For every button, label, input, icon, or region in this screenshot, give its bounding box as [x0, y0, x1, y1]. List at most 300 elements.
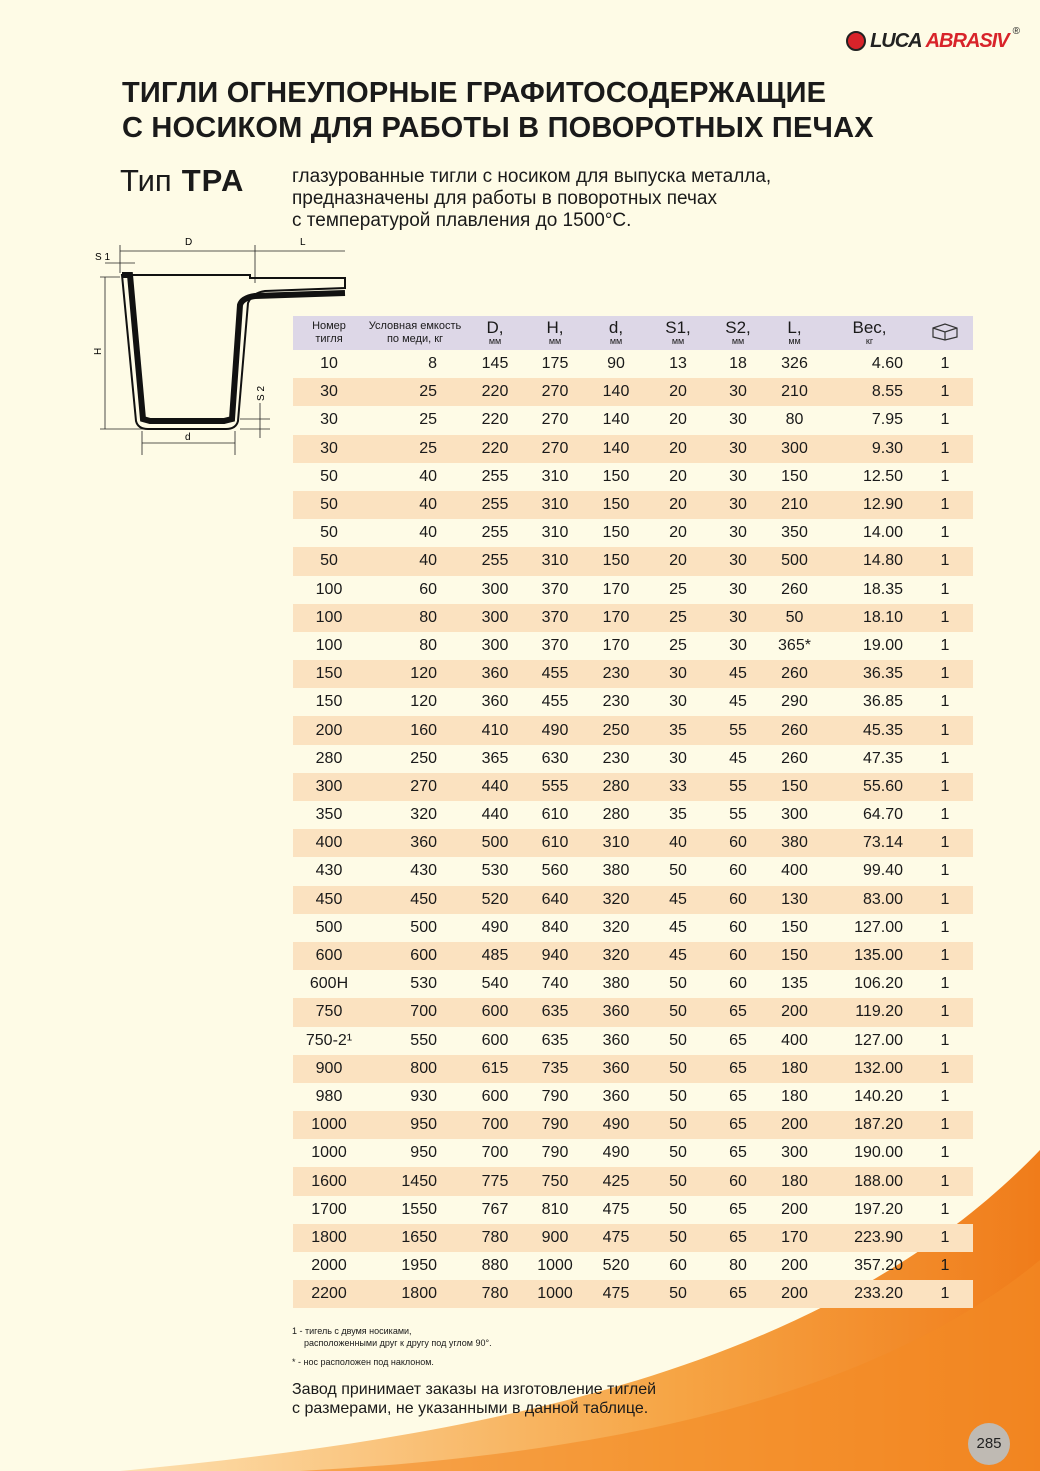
table-cell: 310: [525, 547, 585, 575]
table-cell: 365*: [778, 636, 811, 654]
table-cell: 150: [781, 467, 808, 485]
table-row: [293, 576, 973, 604]
table-cell: 200: [781, 1200, 808, 1218]
table-cell: 50: [293, 547, 365, 575]
table-cell: 170: [767, 1224, 822, 1252]
table-cell: 130: [767, 886, 822, 914]
table-cell: 1: [940, 411, 950, 429]
table-row: [293, 1055, 973, 1083]
table-cell: 200: [767, 1280, 822, 1308]
table-cell: 30: [669, 749, 687, 767]
table-cell: 50: [669, 1031, 687, 1049]
col-header-capacity: Условная емкость по меди, кг: [365, 316, 465, 350]
table-cell: 4.60: [871, 355, 903, 373]
table-cell: 50: [647, 1224, 709, 1252]
table-cell: 80: [419, 636, 437, 654]
table-cell: 50: [320, 524, 338, 542]
table-cell: 520: [465, 886, 525, 914]
table-cell: 450: [293, 886, 365, 914]
table-cell: 600: [481, 1031, 509, 1049]
type-label: [120, 163, 244, 199]
table-cell: 255: [465, 491, 525, 519]
table-cell: 150: [767, 773, 822, 801]
table-cell: 50: [647, 998, 709, 1026]
table-cell: 150: [767, 942, 822, 970]
table-cell: 65: [709, 1055, 767, 1083]
table-cell: 320: [602, 918, 630, 936]
table-cell: 790: [541, 1087, 569, 1105]
table-cell: 106.20: [854, 975, 903, 993]
description: [292, 166, 771, 232]
table-cell: 13: [669, 355, 687, 373]
table-row: [293, 1083, 973, 1111]
table-cell: 300: [481, 580, 509, 598]
table-row: [293, 914, 973, 942]
table-cell: 640: [525, 886, 585, 914]
table-cell: 100: [315, 580, 343, 598]
drawing-label-s1: S 1: [95, 252, 111, 263]
table-cell: 8.55: [822, 378, 917, 406]
col-header-d-outer: D, мм: [465, 316, 525, 350]
table-cell: 170: [585, 604, 647, 632]
table-cell: 600: [293, 942, 365, 970]
table-cell: 40: [419, 524, 437, 542]
table-cell: 540: [481, 975, 509, 993]
table-cell: 2200: [293, 1280, 365, 1308]
table-cell: 260: [767, 660, 822, 688]
table-cell: 60: [709, 1167, 767, 1195]
table-cell: 1: [917, 1280, 973, 1308]
table-cell: 60: [709, 886, 767, 914]
table-cell: 65: [729, 1200, 747, 1218]
table-cell: 350: [781, 524, 808, 542]
table-cell: 400: [781, 862, 808, 880]
type-code: TPA: [181, 163, 245, 198]
table-cell: 1: [940, 749, 950, 767]
table-row: [293, 350, 973, 378]
table-cell: 90: [607, 355, 625, 373]
table-cell: 18.10: [822, 604, 917, 632]
table-cell: 840: [541, 918, 569, 936]
table-cell: 1: [940, 524, 950, 542]
table-cell: 20: [669, 411, 687, 429]
table-cell: 310: [525, 491, 585, 519]
table-cell: 145: [481, 355, 509, 373]
type-prefix: Тип: [120, 163, 172, 198]
table-cell: 260: [767, 716, 822, 744]
table-cell: 1950: [401, 1257, 437, 1275]
table-cell: 40: [365, 547, 465, 575]
table-row: [293, 491, 973, 519]
table-cell: 930: [410, 1087, 437, 1105]
factory-note: [292, 1380, 656, 1418]
table-row: [293, 1027, 973, 1055]
table-cell: 370: [541, 636, 569, 654]
col-header-package: [917, 316, 973, 350]
table-cell: 430: [410, 862, 437, 880]
table-cell: 300: [293, 773, 365, 801]
table-cell: 150: [602, 467, 630, 485]
table-cell: 790: [525, 1111, 585, 1139]
table-cell: 119.20: [822, 998, 917, 1026]
table-cell: 50: [669, 1200, 687, 1218]
table-cell: 400: [293, 829, 365, 857]
table-cell: 30: [729, 580, 747, 598]
table-cell: 610: [541, 806, 569, 824]
table-cell: 280: [585, 773, 647, 801]
table-cell: 150: [781, 918, 808, 936]
table-cell: 520: [602, 1257, 630, 1275]
table-row: [293, 716, 973, 744]
col-header-d-inner: d, мм: [585, 316, 647, 350]
table-cell: 230: [602, 693, 630, 711]
table-cell: 50: [293, 491, 365, 519]
table-cell: 475: [602, 1200, 630, 1218]
drawing-label-s2: S 2: [256, 385, 267, 401]
table-cell: 880: [481, 1257, 509, 1275]
table-cell: 200: [293, 716, 365, 744]
table-cell: 1: [940, 975, 950, 993]
table-cell: 19.00: [862, 636, 903, 654]
table-cell: 300: [781, 806, 808, 824]
table-cell: 740: [541, 975, 569, 993]
table-row: [293, 406, 973, 434]
table-row: [293, 970, 973, 998]
drawing-label-l: L: [300, 237, 306, 248]
table-cell: 790: [541, 1144, 569, 1162]
table-cell: 1: [940, 1200, 950, 1218]
table-cell: 700: [481, 1144, 509, 1162]
table-cell: 1: [917, 773, 973, 801]
table-cell: 1: [940, 636, 950, 654]
table-cell: 50: [767, 604, 822, 632]
table-cell: 940: [525, 942, 585, 970]
table-cell: 615: [465, 1055, 525, 1083]
table-cell: 25: [669, 580, 687, 598]
table-row: [293, 604, 973, 632]
table-cell: 1: [940, 693, 950, 711]
table-cell: 370: [525, 604, 585, 632]
table-cell: 30: [320, 411, 338, 429]
table-cell: 780: [465, 1280, 525, 1308]
drawing-label-d-top: D: [185, 237, 193, 248]
table-cell: 1: [917, 1111, 973, 1139]
table-cell: 255: [465, 547, 525, 575]
table-cell: 500: [410, 918, 437, 936]
table-cell: 1: [917, 886, 973, 914]
table-cell: 35: [647, 716, 709, 744]
table-cell: 810: [541, 1200, 569, 1218]
factory-line: с размерами, не указанными в данной таблице.: [292, 1400, 649, 1417]
table-cell: 60: [669, 1257, 687, 1275]
table-cell: 220: [465, 435, 525, 463]
table-cell: 30: [709, 547, 767, 575]
table-cell: 100: [315, 636, 343, 654]
table-cell: 65: [729, 1087, 747, 1105]
table-cell: 600: [365, 942, 465, 970]
col-header-s1: S1, мм: [647, 316, 709, 350]
table-cell: 140: [602, 411, 630, 429]
table-cell: 150: [602, 524, 630, 542]
table-cell: 64.70: [862, 806, 903, 824]
table-cell: 20: [647, 547, 709, 575]
table-cell: 750-2¹: [305, 1031, 353, 1049]
table-cell: 380: [602, 862, 630, 880]
table-cell: 1650: [365, 1224, 465, 1252]
table-cell: 310: [541, 467, 569, 485]
table-cell: 30: [729, 411, 747, 429]
table-cell: 80: [785, 411, 804, 429]
table-cell: 270: [525, 435, 585, 463]
table-cell: 50: [647, 1167, 709, 1195]
table-cell: 30: [293, 378, 365, 406]
footnote-star: * - нос расположен под наклоном.: [292, 1357, 434, 1367]
table-cell: 47.35: [862, 749, 903, 767]
logo-registered: ®: [1012, 26, 1020, 37]
table-cell: 30: [729, 524, 747, 542]
table-cell: 410: [465, 716, 525, 744]
table-row: [293, 773, 973, 801]
logo-ball-icon: [846, 31, 866, 51]
table-cell: 35: [669, 806, 687, 824]
table-cell: 230: [602, 749, 630, 767]
table-cell: 490: [602, 1144, 630, 1162]
table-cell: 360: [465, 660, 525, 688]
table-cell: 1800: [365, 1280, 465, 1308]
crucible-drawing: [90, 233, 306, 458]
table-cell: 170: [602, 636, 630, 654]
table-cell: 320: [585, 886, 647, 914]
table-cell: 7.95: [871, 411, 903, 429]
table-cell: 140: [585, 378, 647, 406]
table-cell: 18: [729, 355, 747, 373]
table-cell: 357.20: [854, 1257, 903, 1275]
table-cell: 18.35: [862, 580, 903, 598]
table-cell: 560: [541, 862, 569, 880]
table-cell: 120: [365, 660, 465, 688]
table-cell: 40: [419, 467, 437, 485]
table-cell: 1: [940, 355, 950, 373]
table-cell: 475: [585, 1280, 647, 1308]
table-cell: 270: [525, 378, 585, 406]
table-cell: 490: [525, 716, 585, 744]
table-cell: 30: [709, 604, 767, 632]
table-cell: 1: [940, 806, 950, 824]
table-cell: 1: [917, 716, 973, 744]
table-cell: 127.00: [854, 1031, 903, 1049]
table-cell: 1: [917, 1224, 973, 1252]
table-cell: 30: [709, 491, 767, 519]
table-cell: 350: [315, 806, 343, 824]
table-row: [293, 378, 973, 406]
table-cell: 20: [669, 467, 687, 485]
table-cell: 175: [541, 355, 569, 373]
table-cell: 190.00: [854, 1144, 903, 1162]
table-cell: 30: [669, 693, 687, 711]
table-cell: 800: [365, 1055, 465, 1083]
table-cell: 135: [781, 975, 808, 993]
table-cell: 980: [315, 1087, 343, 1105]
table-cell: 55.60: [822, 773, 917, 801]
table-cell: 700: [365, 998, 465, 1026]
table-row: [293, 1111, 973, 1139]
table-cell: 1: [940, 1087, 950, 1105]
table-cell: 210: [767, 378, 822, 406]
table-cell: 30: [293, 435, 365, 463]
table-cell: 1: [940, 1257, 950, 1275]
table-cell: 99.40: [862, 862, 903, 880]
table-cell: 310: [541, 524, 569, 542]
col-header-l: L, мм: [767, 316, 822, 350]
table-cell: 150: [585, 491, 647, 519]
table-row: [293, 1196, 973, 1224]
table-row: [293, 745, 973, 773]
table-cell: 45: [729, 693, 747, 711]
table-cell: 1: [917, 998, 973, 1026]
table-cell: 50: [669, 1144, 687, 1162]
table-cell: 65: [729, 1144, 747, 1162]
table-cell: 455: [525, 660, 585, 688]
footnote-1-continued: расположенными друг к другу под углом 90°.: [304, 1338, 492, 1348]
table-cell: 73.14: [822, 829, 917, 857]
table-cell: 600Н: [309, 975, 349, 993]
table-cell: 320: [585, 942, 647, 970]
table-cell: 1: [917, 491, 973, 519]
table-cell: 750: [525, 1167, 585, 1195]
table-cell: 280: [602, 806, 630, 824]
table-cell: 475: [585, 1224, 647, 1252]
table-cell: 45: [647, 942, 709, 970]
table-cell: 280: [315, 749, 343, 767]
table-row: [293, 547, 973, 575]
box-icon: [931, 321, 959, 341]
table-cell: 360: [585, 1055, 647, 1083]
table-cell: 36.35: [822, 660, 917, 688]
table-cell: 188.00: [822, 1167, 917, 1195]
table-cell: 270: [365, 773, 465, 801]
table-row: [293, 660, 973, 688]
table-cell: 326: [781, 355, 808, 373]
table-cell: 14.00: [862, 524, 903, 542]
table-cell: 1800: [293, 1224, 365, 1252]
table-cell: 40: [647, 829, 709, 857]
table-cell: 1000: [537, 1257, 573, 1275]
table-cell: 490: [481, 918, 509, 936]
table-cell: 250: [410, 749, 437, 767]
table-row: [293, 435, 973, 463]
drawing-label-h: H: [93, 347, 104, 355]
table-cell: 83.00: [822, 886, 917, 914]
table-cell: 555: [525, 773, 585, 801]
table-cell: 485: [465, 942, 525, 970]
table-cell: 12.90: [822, 491, 917, 519]
table-cell: 780: [465, 1224, 525, 1252]
table-cell: 36.85: [862, 693, 903, 711]
table-row: [293, 886, 973, 914]
page-title: [122, 76, 874, 146]
table-cell: 440: [481, 806, 509, 824]
table-cell: 160: [365, 716, 465, 744]
table-row: [293, 1280, 973, 1308]
table-cell: 65: [709, 1224, 767, 1252]
table-cell: 230: [585, 660, 647, 688]
table-cell: 950: [365, 1111, 465, 1139]
table-cell: 255: [481, 467, 509, 485]
table-cell: 30: [729, 467, 747, 485]
table-cell: 33: [647, 773, 709, 801]
table-cell: 180: [767, 1055, 822, 1083]
table-cell: 60: [709, 829, 767, 857]
table-cell: 500: [767, 547, 822, 575]
table-cell: 55: [709, 716, 767, 744]
table-cell: 900: [293, 1055, 365, 1083]
table-cell: 1: [940, 918, 950, 936]
table-cell: 530: [481, 862, 509, 880]
footnotes: [292, 1325, 492, 1368]
table-cell: 50: [647, 1111, 709, 1139]
col-header-number: Номер тигля: [293, 316, 365, 350]
brand-logo: [846, 26, 1020, 56]
table-cell: 290: [781, 693, 808, 711]
table-cell: 45: [669, 918, 687, 936]
table-cell: 150: [293, 660, 365, 688]
table-cell: 60: [729, 918, 747, 936]
table-cell: 60: [729, 975, 747, 993]
table-cell: 200: [781, 1257, 808, 1275]
table-row: [293, 857, 973, 885]
table-cell: 210: [767, 491, 822, 519]
table-cell: 50: [320, 467, 338, 485]
table-cell: 300: [465, 604, 525, 632]
page-number: 285: [968, 1423, 1010, 1465]
table-cell: 630: [541, 749, 569, 767]
table-cell: 1000: [311, 1144, 347, 1162]
table-cell: 635: [541, 1031, 569, 1049]
description-line: предназначены для работы в поворотных печах: [292, 188, 717, 209]
table-cell: 20: [669, 524, 687, 542]
table-cell: 150: [315, 693, 343, 711]
table-cell: 65: [729, 1031, 747, 1049]
table-row: [293, 1167, 973, 1195]
table-cell: 300: [481, 636, 509, 654]
table-cell: 223.90: [822, 1224, 917, 1252]
description-line: с температурой плавления до 1500°С.: [292, 210, 632, 231]
table-cell: 20: [647, 435, 709, 463]
table-cell: 1: [917, 829, 973, 857]
description-line: глазурованные тигли с носиком для выпуска металла,: [292, 166, 772, 187]
table-cell: 80: [729, 1257, 747, 1275]
table-cell: 1: [917, 1055, 973, 1083]
table-cell: 1: [917, 1167, 973, 1195]
table-cell: 200: [767, 998, 822, 1026]
table-cell: 55: [709, 773, 767, 801]
table-cell: 255: [481, 524, 509, 542]
table-row: [293, 1252, 973, 1280]
spec-table: [293, 316, 973, 1308]
table-cell: 635: [525, 998, 585, 1026]
table-cell: 14.80: [822, 547, 917, 575]
table-cell: 455: [541, 693, 569, 711]
table-cell: 50: [669, 862, 687, 880]
table-cell: 2000: [311, 1257, 347, 1275]
table-cell: 1: [917, 435, 973, 463]
table-cell: 45: [729, 749, 747, 767]
table-cell: 260: [781, 580, 808, 598]
table-cell: 127.00: [854, 918, 903, 936]
table-cell: 1: [940, 1031, 950, 1049]
table-cell: 600: [481, 1087, 509, 1105]
table-cell: 65: [709, 998, 767, 1026]
